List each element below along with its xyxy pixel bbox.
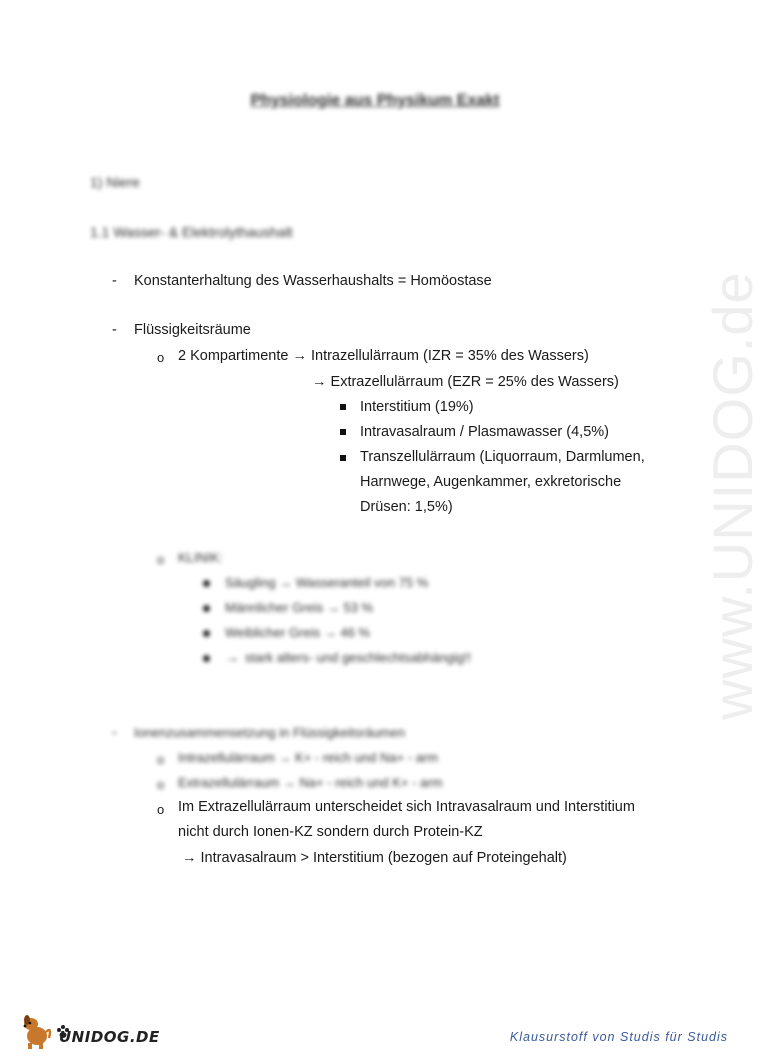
text-interstitium: Interstitium (19%) <box>360 399 474 415</box>
section-heading-wasser: 1.1 Wasser- & Elektrolythaushalt <box>90 224 293 240</box>
text-intravasalraum: Intravasalraum / Plasmawasser (4,5%) <box>360 424 609 440</box>
text-im-extrazellulaerraum-3: → Intravasalraum > Interstitium (bezogen auf Proteingehalt) <box>182 850 567 866</box>
text-kompartimente: 2 Kompartimente → Intrazellulärraum (IZR = 35% des Wassers) <box>178 348 589 364</box>
text-maennlich: Männlicher Greis → 53 % <box>225 600 374 615</box>
dot-bullet <box>203 605 210 612</box>
text-transzellulaer-1: Transzellulärraum (Liquorraum, Darmlumen, <box>360 449 645 465</box>
square-bullet <box>340 404 346 410</box>
dash-bullet: - <box>112 273 117 289</box>
page-title: Physiologie aus Physikum Exakt <box>250 92 500 109</box>
square-bullet <box>340 429 346 435</box>
text-transzellulaer-2: Harnwege, Augenkammer, exkretorische <box>360 474 622 490</box>
circle-bullet: o <box>157 777 165 792</box>
text-ionenzusammensetzung: Ionenzusammensetzung in Flüssigkeitsräumen <box>134 725 405 740</box>
text-fluessigkeitsraeume: Flüssigkeitsräume <box>134 322 251 338</box>
dash-bullet: - <box>112 322 117 338</box>
dot-bullet <box>203 630 210 637</box>
dash-bullet: - <box>112 725 117 741</box>
text-stark: stark alters- und geschlechtsabhängig!! <box>245 650 472 665</box>
text-intrazellulaerraum: Intrazellulärraum → K+ - reich und Na+ - arm <box>178 750 439 765</box>
footer-tagline: Klausurstoff von Studis für Studis <box>509 1030 728 1044</box>
section-heading-niere: 1) Niere <box>90 174 140 190</box>
unidog-logo <box>22 1012 162 1052</box>
circle-bullet: o <box>157 350 165 365</box>
text-extrazellulaerraum: → Extrazellulärraum (EZR = 25% des Wassers) <box>312 374 619 390</box>
circle-bullet: o <box>157 752 165 767</box>
text-extrazellulaerraum-ionen: Extrazellulärraum → Na+ - reich und K+ - arm <box>178 775 443 790</box>
text-transzellulaer-3: Drüsen: 1,5%) <box>360 499 453 515</box>
square-bullet <box>340 455 346 461</box>
logo-text: UNIDOG.DE <box>59 1028 160 1046</box>
watermark: www.UNIDOG.de <box>701 271 764 720</box>
circle-bullet: o <box>157 552 165 567</box>
arrow-icon: → <box>225 649 239 665</box>
text-im-extrazellulaerraum-2: nicht durch Ionen-KZ sondern durch Protein-KZ <box>178 824 483 840</box>
text-saeugling: Säugling → Wasseranteil von 75 % <box>225 575 429 590</box>
dot-bullet <box>203 580 210 587</box>
text-klinik: KLINIK: <box>178 550 223 565</box>
text-im-extrazellulaerraum-1: Im Extrazellulärraum unterscheidet sich Intravasalraum und Interstitium <box>178 799 635 815</box>
dot-bullet <box>203 655 210 662</box>
text-konstanterhaltung: Konstanterhaltung des Wasserhaushalts = Homöostase <box>134 273 492 289</box>
circle-bullet: o <box>157 802 165 817</box>
text-weiblich: Weiblicher Greis → 46 % <box>225 625 370 640</box>
